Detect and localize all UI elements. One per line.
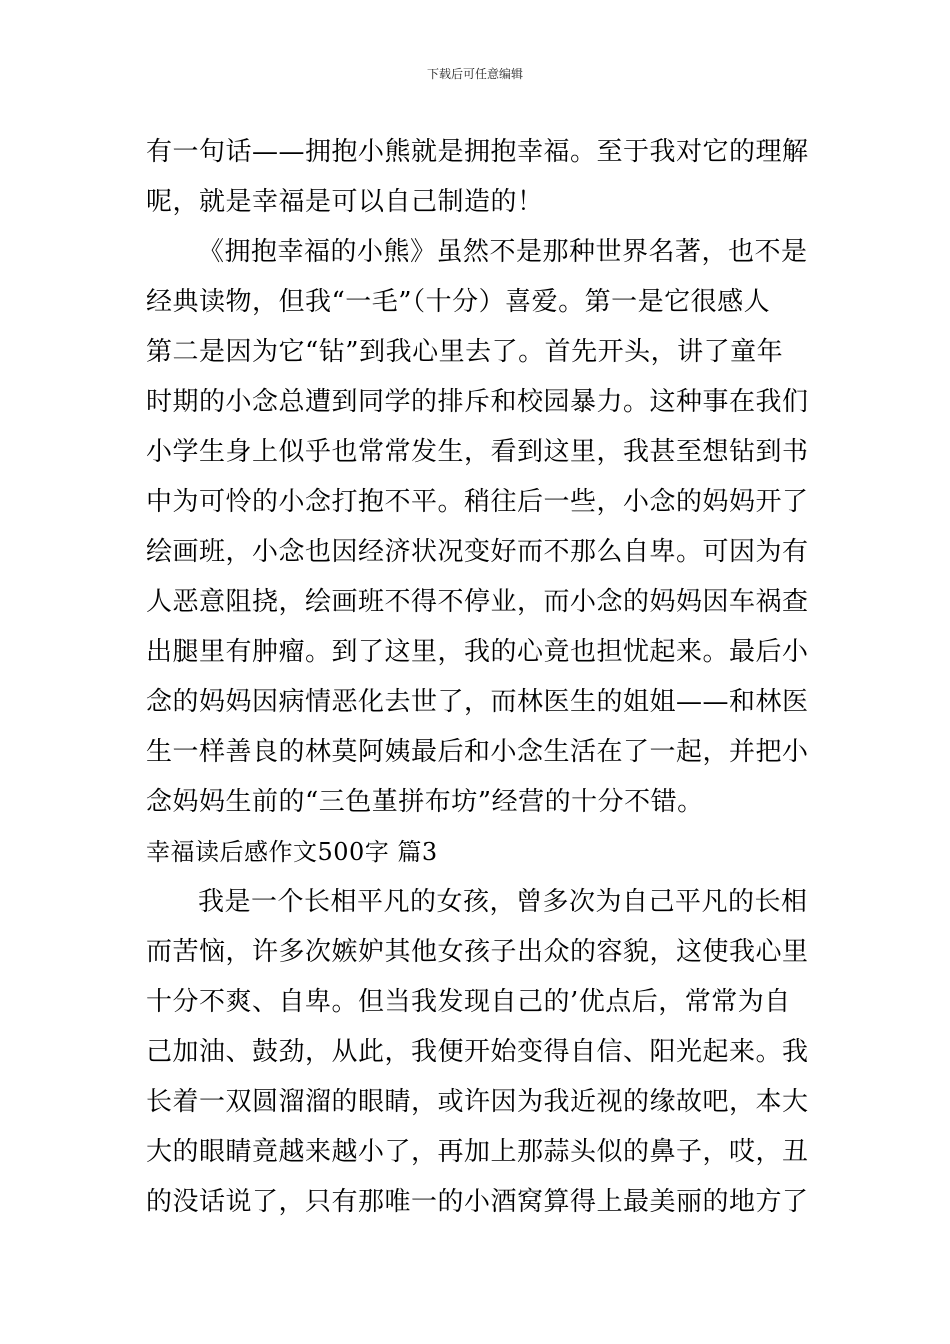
text-line: 而苦恼，许多次嫉妒其他女孩子出众的容貌，这使我心里: [146, 937, 809, 967]
text-line: 人恶意阻挠，绘画班不得不停业，而小念的妈妈因车祸查: [146, 587, 809, 617]
text-line: 《拥抱幸福的小熊》虽然不是那种世界名著，也不是: [198, 237, 808, 267]
text-line: 绘画班，小念也因经济状况变好而不那么自卑。可因为有: [146, 537, 809, 567]
section-heading: 幸福读后感作文500字 篇3: [146, 838, 438, 866]
text-line: 己加油、鼓劲，从此，我便开始变得自信、阳光起来。我: [146, 1037, 809, 1067]
text-line: 有一句话——拥抱小熊就是拥抱幸福。至于我对它的理解: [146, 137, 809, 167]
text-line: 中为可怜的小念打抱不平。稍往后一些，小念的妈妈开了: [146, 487, 809, 517]
text-line: 长着一双圆溜溜的眼睛，或许因为我近视的缘故吧，本大: [146, 1087, 809, 1117]
text-line: 大的眼睛竟越来越小了，再加上那蒜头似的鼻子，哎，丑: [146, 1137, 809, 1167]
text-line: 生一样善良的林莫阿姨最后和小念生活在了一起，并把小: [146, 737, 809, 767]
header-note: 下载后可任意编辑: [426, 67, 523, 81]
text-line: 十分不爽、自卑。但当我发现自己的’优点后，常常为自: [146, 987, 791, 1017]
text-line: 念的妈妈因病情恶化去世了，而林医生的姐姐——和林医: [146, 687, 809, 717]
body-text: [146, 127, 810, 1227]
text-line: 小学生身上似乎也常常发生，看到这里，我甚至想钻到书: [146, 437, 809, 467]
text-line: 出腿里有肿瘤。到了这里，我的心竟也担忧起来。最后小: [146, 637, 809, 667]
text-line: 的没话说了，只有那唯一的小酒窝算得上最美丽的地方了: [146, 1187, 809, 1217]
text-line: 我是一个长相平凡的女孩，曾多次为自己平凡的长相: [198, 887, 808, 917]
text-line: 经典读物，但我“一毛”（十分）喜爱。第一是它很感人: [146, 287, 771, 317]
text-line: 第二是因为它“钻”到我心里去了。首先开头，讲了童年: [146, 337, 784, 367]
text-line: 时期的小念总遭到同学的排斥和校园暴力。这种事在我们: [146, 387, 809, 417]
text-line: 呢，就是幸福是可以自己制造的！: [146, 187, 544, 217]
text-line: 念妈妈生前的“三色堇拼布坊”经营的十分不错。: [146, 787, 704, 817]
